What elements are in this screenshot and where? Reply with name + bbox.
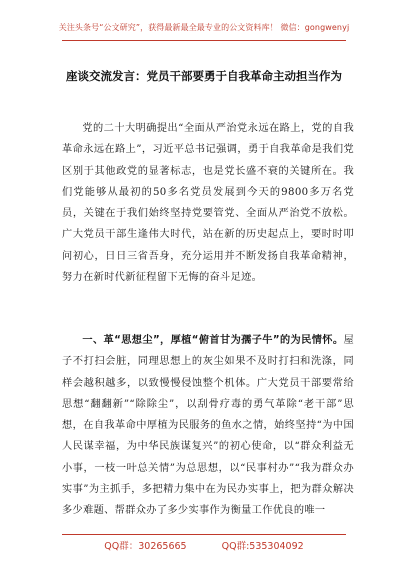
paragraph-intro: 党的二十大明确提出“全面从严治党永远在路上，党的自我革命永远在路上”，习近平总书记强调，勇于自我革命是我们党区别于其他政党的显著标志，也是党长盛不衰的关键所在。我们党能够从最初的50多名党员发展到今天的9800多万名党员，关键在于我们始终坚持党要管党、全面从严治党不放松。广大党员干部生逢伟大时代，站在新的历史起点上，要时时叩问初心，日日三省吾身，充分运用并不断发扬自我革命精神，努力在新时代新征程留下无悔的奋斗足迹。 <box>62 123 354 284</box>
section-1-heading: 一、革“思想尘”，厚植“俯首甘为孺子牛”的为民情怀。 <box>82 335 344 346</box>
document-title: 座谈交流发言：党员干部要勇于自我革命主动担当作为 <box>66 69 342 83</box>
header-divider <box>62 40 346 41</box>
footer-divider <box>62 534 346 535</box>
header-promo-note: 关注头条号“公文研究”，获得最新最全最专业的公文资料库！ 微信：gongwenyj <box>58 23 350 32</box>
section-1-body: 屋子不打扫会脏，同理思想上的灰尘如果不及时打扫和洗涤，同样会越积越多，以致慢慢侵蚀整个机体。广大党员干部要常给思想“翻翻新”“除除尘”，以刮骨疗毒的勇气革除“老干部”思想，在自我革命中厚植为民服务的鱼水之情，始终坚持“为中国人民谋幸福，为中华民族谋复兴”的初心使命，以“群众利益无小事，一枝一叶总关情”为总思想，以“民事村办”“我为群众办实事”为主抓手，多把精力集中在为民办实事上，把为群众解决多少难题、帮群众办了多少实事作为衡量工作优良的唯一 <box>62 335 354 517</box>
footer-note <box>0 538 408 552</box>
footer-qq-group-1: QQ群：30265665 <box>104 541 187 552</box>
paragraph-section-1 <box>62 330 354 522</box>
footer-qq-group-2: QQ群:535304092 <box>221 541 304 552</box>
